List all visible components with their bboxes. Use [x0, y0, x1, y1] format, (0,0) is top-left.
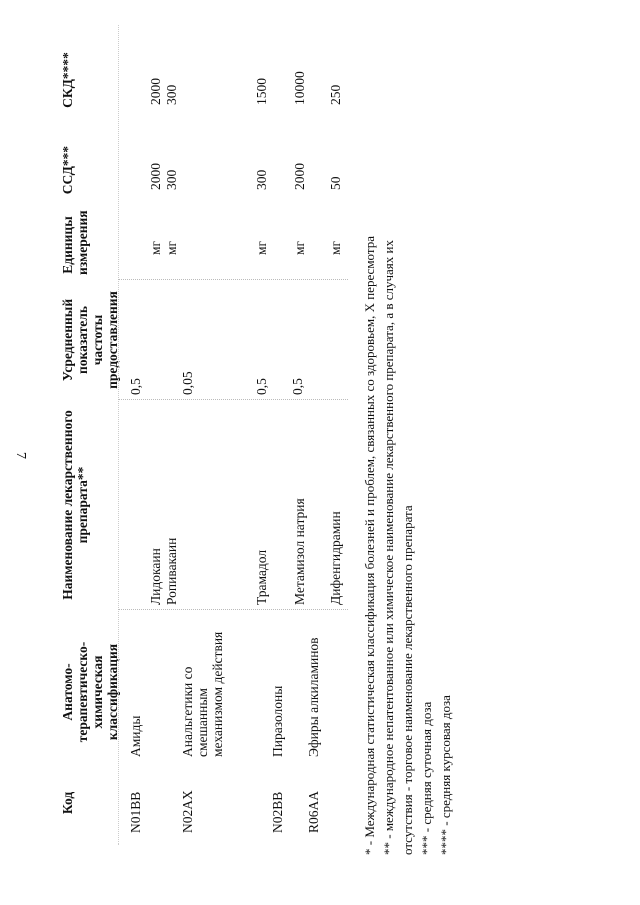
- column-divider: [118, 609, 348, 610]
- drug-ssd: 2000: [292, 163, 307, 190]
- drug-name: Трамадол: [254, 549, 269, 605]
- drug-skd: 300: [164, 84, 179, 105]
- drug-name: Ропивакаин: [164, 537, 179, 605]
- drug-name: Лидокаин: [148, 548, 163, 605]
- header-divider: [118, 25, 119, 845]
- drug-unit: мг: [292, 240, 307, 255]
- drug-ssd: 2000: [148, 163, 163, 190]
- drug-unit: мг: [328, 240, 343, 255]
- drug-ssd: 50: [328, 176, 343, 190]
- drug-skd: 250: [328, 84, 343, 105]
- row-atc: Анальгетики со смешанным механизмом действия: [180, 631, 225, 757]
- page-number: 7: [13, 452, 28, 459]
- row-freq: 0,5: [254, 378, 269, 395]
- footnote: ** - международное непатентованное или химическое наименование лекарственного препарата, а в случаях их: [381, 240, 396, 855]
- row-freq: 0,05: [180, 371, 195, 395]
- drug-unit: мг: [164, 240, 179, 255]
- row-code: N02AX: [180, 790, 195, 833]
- header-unit: Единицы измерения: [60, 210, 90, 275]
- header-freq: Усредненный показатель частоты предоставления: [60, 291, 120, 389]
- drug-unit: мг: [254, 240, 269, 255]
- row-code: R06AA: [306, 790, 321, 833]
- header-drug: Наименование лекарственного препарата**: [60, 410, 90, 600]
- header-code: Код: [60, 791, 75, 815]
- row-atc: Пиразолоны: [270, 685, 285, 757]
- footnote: * - Международная статистическая классификация болезней и проблем, связанных со здоровьем, X пересмотра: [362, 236, 377, 855]
- drug-skd: 10000: [292, 71, 307, 105]
- footnote: **** - средняя курсовая доза: [438, 695, 453, 855]
- footnote: отсутствия - торговое наименование лекарственного препарата: [400, 505, 415, 855]
- row-atc: Амиды: [128, 715, 143, 757]
- drug-skd: 1500: [254, 78, 269, 105]
- drug-name: Метамизол натрия: [292, 498, 307, 605]
- column-divider: [118, 279, 348, 280]
- row-code: N02BB: [270, 791, 285, 833]
- header-ssd: ССД***: [60, 145, 75, 195]
- row-atc: Эфиры алкиламинов: [306, 637, 321, 757]
- drug-skd: 2000: [148, 78, 163, 105]
- row-code: N01BB: [128, 791, 143, 833]
- drug-ssd: 300: [254, 169, 269, 190]
- drug-ssd: 300: [164, 169, 179, 190]
- footnotes: [360, 35, 455, 855]
- row-freq: 0,5: [290, 378, 305, 395]
- drug-unit: мг: [148, 240, 163, 255]
- row-freq: 0,5: [128, 378, 143, 395]
- drug-name: Дифенгидрамин: [328, 511, 343, 605]
- header-skd: СКД****: [60, 52, 75, 108]
- footnote: *** - средняя суточная доза: [419, 701, 434, 855]
- column-divider: [118, 399, 348, 400]
- header-atc: Анатомо-терапевтическо-химическая классификация: [60, 641, 120, 743]
